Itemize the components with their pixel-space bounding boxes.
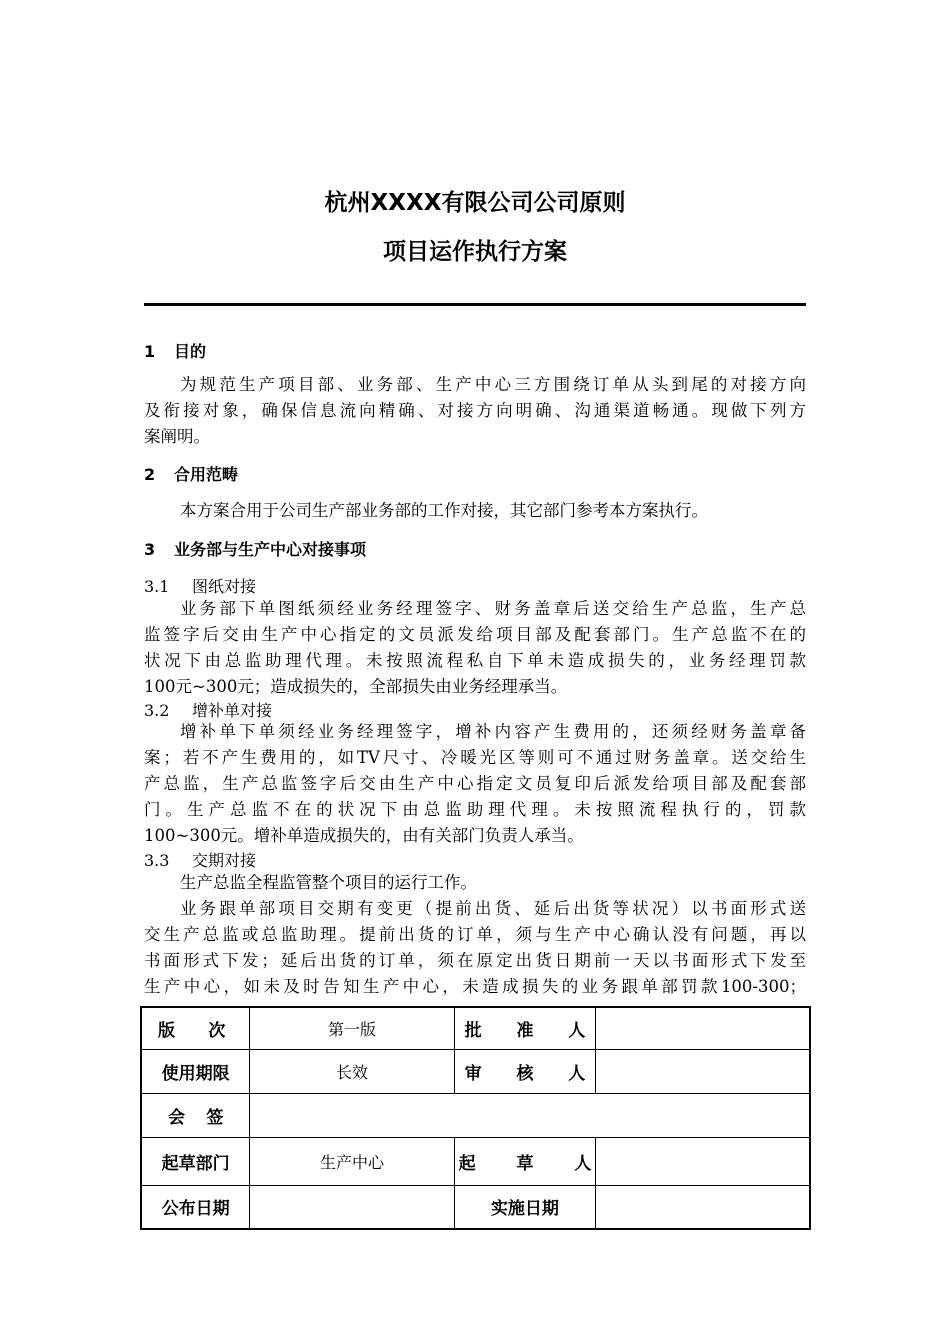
paragraph-line: 书面形式下发；延后出货的订单，须在原定出货日期前一天以书面形式下发至 bbox=[144, 951, 806, 970]
effective-date-value bbox=[596, 1185, 810, 1229]
validity-label: 使用期限 bbox=[141, 1049, 250, 1093]
subsection-3-2-paragraph bbox=[144, 719, 806, 849]
version-value: 第一版 bbox=[250, 1007, 454, 1049]
publish-date-label: 公布日期 bbox=[141, 1185, 250, 1229]
table-row bbox=[141, 1185, 810, 1229]
paragraph-line: 交生产总监或总监助理。提前出货的订单，须与生产中心确认没有问题，再以 bbox=[144, 925, 806, 944]
reviewer-value bbox=[596, 1049, 810, 1093]
paragraph-line: 业务部下单图纸须经业务经理签字、财务盖章后送交给生产总监，生产总 bbox=[180, 599, 806, 618]
paragraph-line: 状况下由总监助理代理。未按照流程私自下单未造成损失的，业务经理罚款 bbox=[144, 651, 806, 670]
table-row bbox=[141, 1007, 810, 1049]
paragraph-line: 生产总监全程监管整个项目的运行工作。 bbox=[180, 873, 477, 892]
section-number: 3 bbox=[144, 540, 156, 559]
table-row bbox=[141, 1137, 810, 1185]
draft-dept-value: 生产中心 bbox=[250, 1137, 454, 1185]
effective-date-label: 实施日期 bbox=[454, 1185, 596, 1229]
paragraph-line: 为规范生产项目部、业务部、生产中心三方围绕订单从头到尾的对接方向 bbox=[180, 375, 806, 394]
table-row bbox=[141, 1093, 810, 1137]
section-number: 1 bbox=[144, 342, 156, 361]
paragraph-line: 本方案合用于公司生产部业务部的工作对接，其它部门参考本方案执行。 bbox=[180, 501, 708, 520]
subsection-number: 3.3 bbox=[144, 851, 170, 870]
table-row bbox=[141, 1049, 810, 1093]
publish-date-value bbox=[250, 1185, 454, 1229]
header-divider bbox=[144, 303, 806, 306]
document-control-table bbox=[140, 1006, 811, 1230]
paragraph-line: 业务跟单部项目交期有变更（提前出货、延后出货等状况）以书面形式送 bbox=[180, 899, 806, 918]
subsection-number: 3.2 bbox=[144, 701, 170, 720]
reviewer-label: 审核人 bbox=[454, 1049, 596, 1093]
subsection-heading-3-1 bbox=[144, 574, 256, 597]
paragraph-line: 100元~300元；造成损失的，全部损失由业务经理承当。 bbox=[144, 677, 568, 696]
paragraph-line: 门。生产总监不在的状况下由总监助理代理。未按照流程执行的，罚款 bbox=[144, 800, 806, 819]
subsection-3-1-paragraph bbox=[144, 596, 806, 700]
countersign-value bbox=[250, 1093, 810, 1137]
section-heading-3 bbox=[144, 537, 366, 560]
subsection-title: 增补单对接 bbox=[192, 701, 273, 720]
paragraph-line: 案；若不产生费用的，如TV尺寸、冷暖光区等则可不通过财务盖章。送交给生 bbox=[144, 748, 806, 767]
subsection-number: 3.1 bbox=[144, 577, 170, 596]
paragraph-line: 监签字后交由生产中心指定的文员派发给项目部及配套部门。生产总监不在的 bbox=[144, 625, 806, 644]
section-title: 合用范畴 bbox=[174, 465, 239, 484]
paragraph-line: 产总监，生产总监签字后交由生产中心指定文员复印后派发给项目部及配套部 bbox=[144, 774, 806, 793]
approver-label: 批准人 bbox=[454, 1007, 596, 1049]
paragraph-line: 案阐明。 bbox=[144, 427, 210, 446]
draft-dept-label: 起草部门 bbox=[141, 1137, 250, 1185]
section-title: 目的 bbox=[174, 342, 207, 361]
paragraph-line: 增补单下单须经业务经理签字，增补内容产生费用的，还须经财务盖章备 bbox=[180, 722, 806, 741]
subsection-title: 图纸对接 bbox=[192, 577, 257, 596]
section-1-paragraph bbox=[144, 372, 806, 450]
section-heading-2 bbox=[144, 462, 238, 485]
validity-value: 长效 bbox=[250, 1049, 454, 1093]
paragraph-line: 及衔接对象，确保信息流向精确、对接方向明确、沟通渠道畅通。现做下列方 bbox=[144, 401, 806, 420]
subsection-3-3-paragraph bbox=[144, 870, 806, 1000]
section-heading-1 bbox=[144, 339, 206, 362]
paragraph-line: 生产中心，如未及时告知生产中心，未造成损失的业务跟单部罚款100-300； bbox=[144, 977, 806, 996]
approver-value bbox=[596, 1007, 810, 1049]
section-title: 业务部与生产中心对接事项 bbox=[174, 540, 367, 559]
document-title: 杭州XXXX有限公司公司原则 bbox=[324, 190, 626, 216]
document-subtitle: 项目运作执行方案 bbox=[383, 239, 567, 265]
section-2-paragraph bbox=[144, 498, 806, 524]
countersign-label: 会签 bbox=[141, 1093, 250, 1137]
paragraph-line: 100~300元。增补单造成损失的，由有关部门负责人承当。 bbox=[144, 826, 584, 845]
drafter-value bbox=[596, 1137, 810, 1185]
version-label: 版次 bbox=[141, 1007, 250, 1049]
section-number: 2 bbox=[144, 465, 156, 484]
subsection-heading-3-3 bbox=[144, 848, 256, 871]
subsection-heading-3-2 bbox=[144, 698, 272, 721]
subsection-title: 交期对接 bbox=[192, 851, 257, 870]
drafter-label: 起草人 bbox=[454, 1137, 596, 1185]
